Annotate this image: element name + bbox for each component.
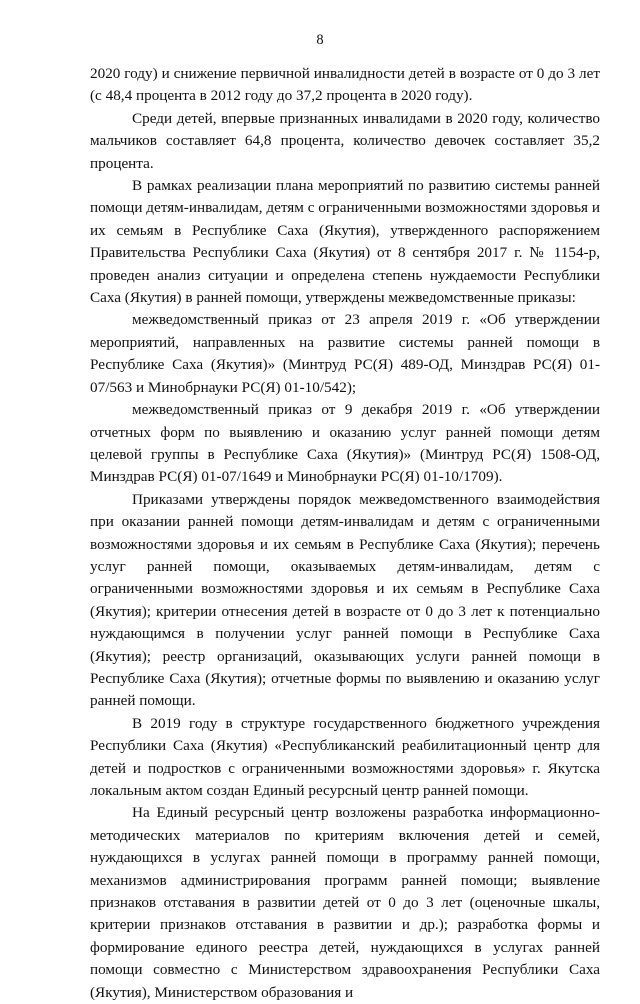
page-number: 8 bbox=[316, 32, 324, 48]
paragraph: 2020 году) и снижение первичной инвалидности детей в возрасте от 0 до 3 лет (с 48,4 процента в 2012 году до 37,2 процента в 2020 году). bbox=[90, 65, 600, 105]
paragraph: На Единый ресурсный центр возложены разработка информационно-методических материалов по критериям включения детей и семей, нуждающихся в услугах ранней помощи в программу ранней помощи, механизмов администрирования программ ранней помощи; выявление признаков отставания в развитии детей от 0 до 3 лет (оценочные шкалы, критерии признаков отставания в развитии и др.); разработка формы и формирование единого реестра детей, нуждающихся в услугах ранней помощи совместно с Министерством здравоохранения Республики Саха (Якутия), Министерством образования и bbox=[90, 804, 600, 1001]
paragraph: межведомственный приказ от 9 декабря 2019 г. «Об утверждении отчетных форм по выявлению и оказанию услуг ранней помощи детям целевой группы в Республике Саха (Якутия)» (Минтруд РС(Я) 1508-ОД, Минздрав РС(Я) 01-07/1649 и Минобрнауки РС(Я) 01-10/1709). bbox=[90, 401, 600, 486]
paragraph: Приказами утверждены порядок межведомственного взаимодействия при оказании ранней помощи детям-инвалидам и детям с ограниченными возможностями здоровья и их семьям в Республике Саха (Якутия); перечень услуг ранней помощи, оказываемых детям-инвалидам, детям с ограниченными возможностями здоровья и их семьям в Республике Саха (Якутия); критерии отнесения детей в возрасте от 0 до 3 лет к потенциально нуждающимся в получении услуг ранней помощи в Республике Саха (Якутия); реестр организаций, оказывающих услуги ранней помощи в Республике Саха (Якутия); отчетные формы по выявлению и оказанию услуг ранней помощи. bbox=[90, 490, 600, 710]
paragraph: Среди детей, впервые признанных инвалидами в 2020 году, количество мальчиков составляет 64,8 процента, количество девочек составляет 35,2 процента. bbox=[90, 109, 600, 172]
document-body bbox=[90, 63, 600, 1004]
paragraph: В рамках реализации плана мероприятий по развитию системы ранней помощи детям-инвалидам, детям с ограниченными возможностями здоровья и их семьям в Республике Саха (Якутия), утвержденного распоряжением Правительства Республики Саха (Якутия) от 8 сентября 2017 г. № 1154-р, проведен анализ ситуации и определена степень нуждаемости Республики Саха (Якутия) в ранней помощи, утверждены межведомственные приказы: bbox=[90, 177, 600, 307]
paragraph: межведомственный приказ от 23 апреля 2019 г. «Об утверждении мероприятий, направленных на развитие системы ранней помощи в Республике Саха (Якутия)» (Минтруд РС(Я) 489-ОД, Минздрав РС(Я) 01-07/563 и Минобрнауки РС(Я) 01-10/542); bbox=[90, 311, 600, 396]
paragraph: В 2019 году в структуре государственного бюджетного учреждения Республики Саха (Якутия) «Республиканский реабилитационный центр для детей и подростков с ограниченными возможностями здоровья» г. Якутска локальным актом создан Единый ресурсный центр ранней помощи. bbox=[90, 714, 600, 799]
